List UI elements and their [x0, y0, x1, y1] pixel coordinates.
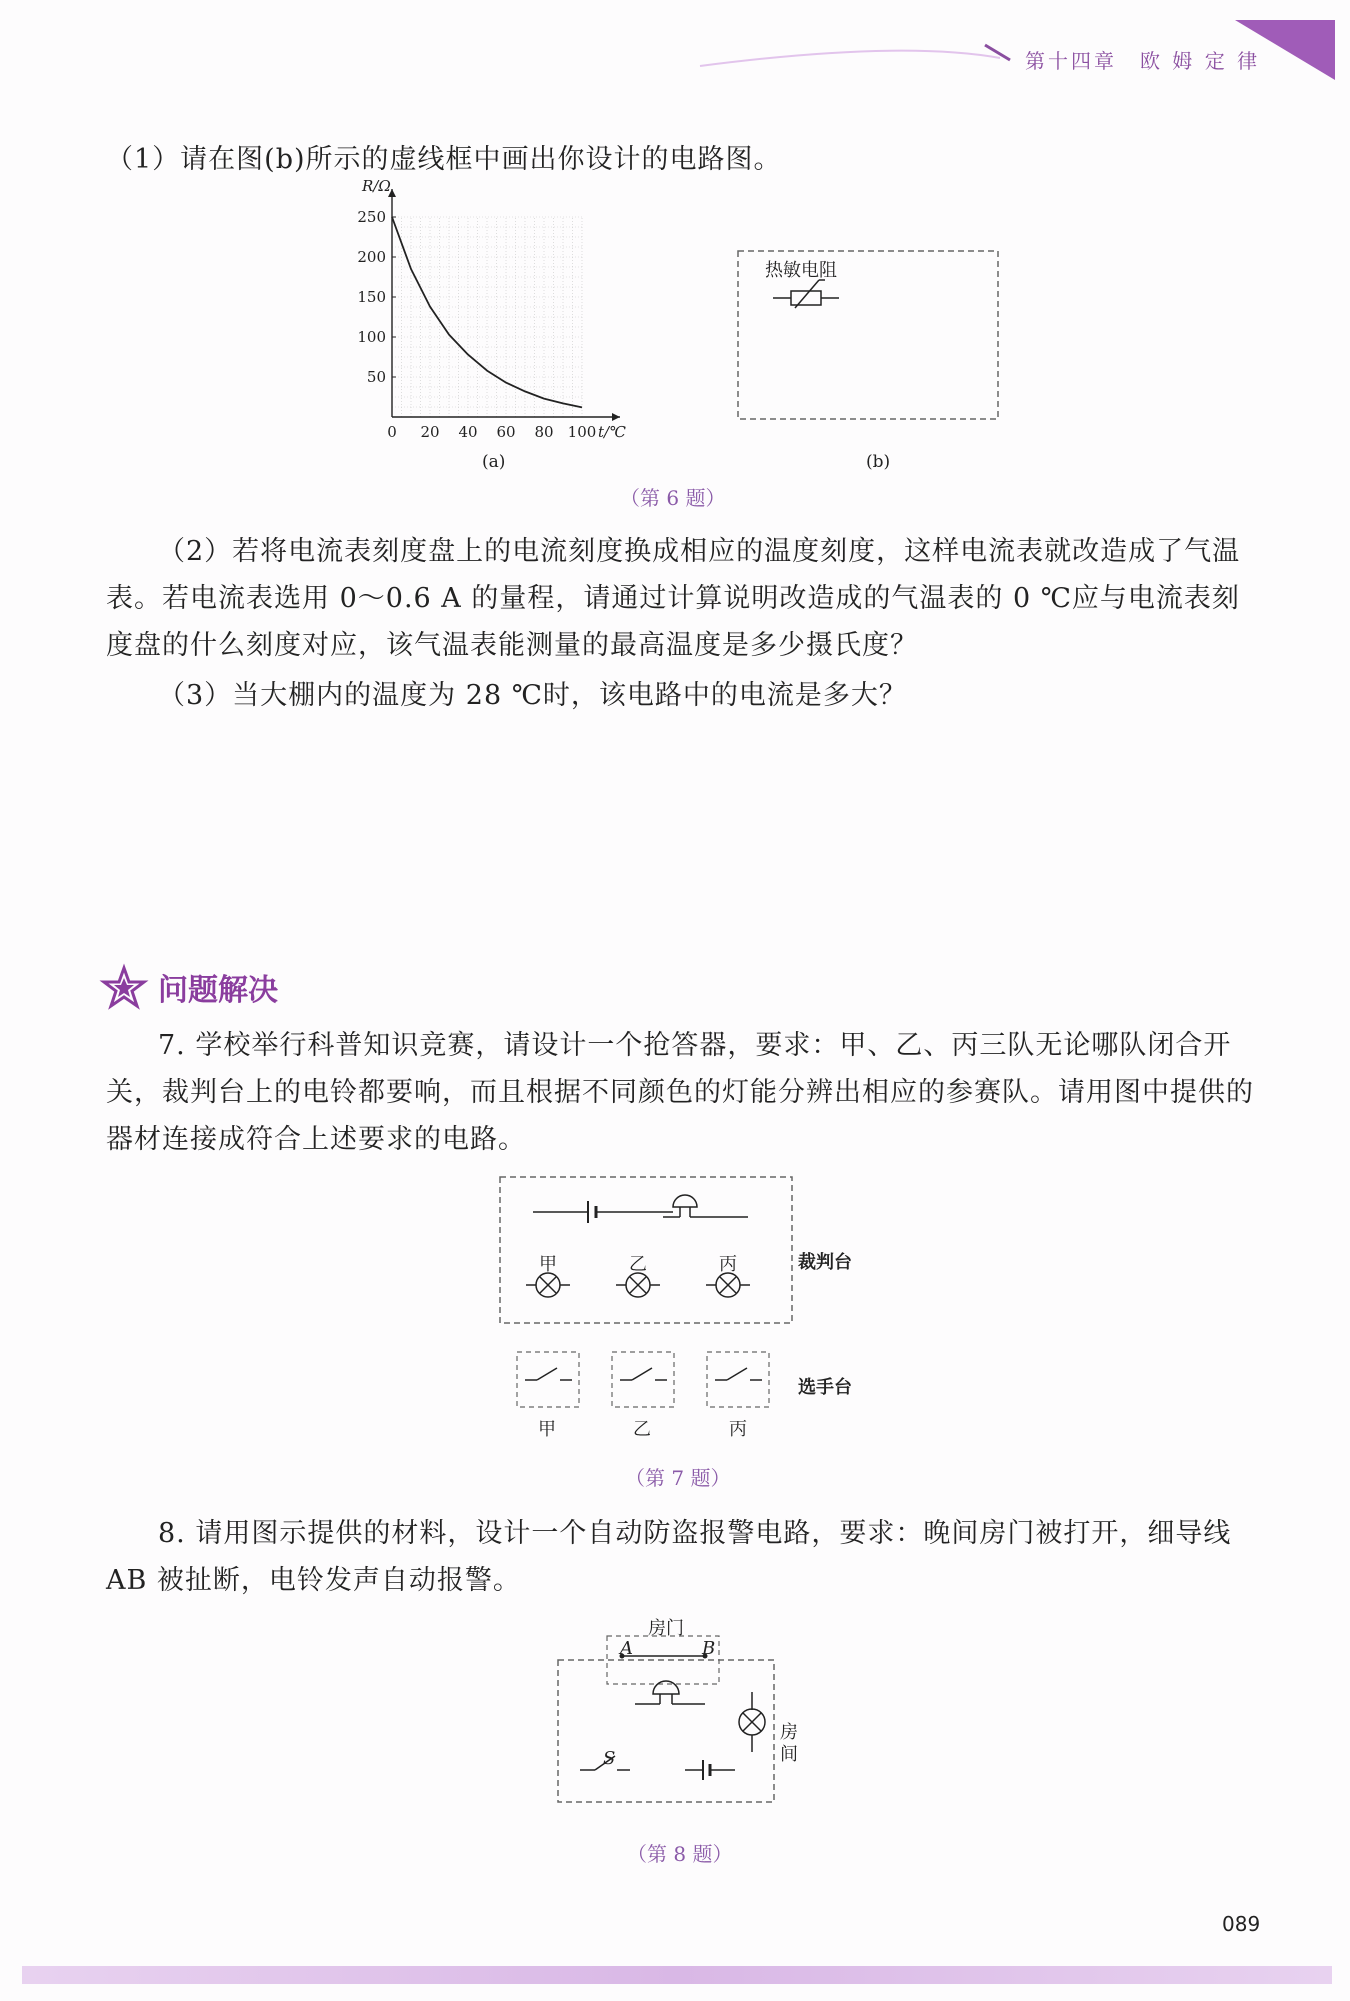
- q7-text: 7. 学校举行科普知识竞赛，请设计一个抢答器，要求：甲、乙、丙三队无论哪队闭合开关，裁判台上的电铃都要响，而且根据不同颜色的灯能分辨出相应的参赛队。请用图中提供的器材连接成符合上述要求的电路。: [106, 1030, 1254, 1155]
- switch-jia-symbol: [517, 1352, 579, 1407]
- lamp-yi-symbol: [616, 1273, 660, 1297]
- q6-part1: （1）请在图(b)所示的虚线框中画出你设计的电路图。: [106, 144, 782, 175]
- y-tick-label: 250: [357, 208, 386, 226]
- y-axis-label: R/Ω: [362, 177, 391, 195]
- q7-switches: [515, 1350, 805, 1420]
- switch-bing-symbol: [707, 1352, 769, 1407]
- q8-text: 8. 请用图示提供的材料，设计一个自动防盗报警电路，要求：晚间房门被打开，细导线 AB 被扯断，电铃发声自动报警。: [106, 1518, 1232, 1596]
- x-tick-label: 60: [496, 423, 516, 441]
- bottom-bar: [22, 1966, 1332, 1984]
- lamp-label-yi: 乙: [629, 1254, 647, 1275]
- y-tick-label: 200: [357, 248, 386, 266]
- thermistor-label: 热敏电阻: [765, 260, 837, 281]
- chapter-header: 第十四章 欧 姆 定 律: [1025, 49, 1261, 73]
- point-b-label: B: [702, 1638, 716, 1659]
- switch-s-label: S: [603, 1748, 616, 1769]
- figure-a-label: (a): [482, 452, 506, 472]
- q8-circuit: [555, 1630, 795, 1810]
- room-label-2: 间: [780, 1744, 798, 1765]
- thermistor-symbol: [773, 280, 839, 308]
- y-tick-label: 100: [357, 328, 386, 346]
- resistance-temperature-chart: [340, 177, 640, 441]
- lamp-jia-symbol: [526, 1273, 570, 1297]
- battery-symbol: [685, 1760, 735, 1780]
- point-a-label: A: [620, 1638, 633, 1659]
- switch-label-jia: 甲: [538, 1419, 556, 1440]
- room-label-1: 房: [780, 1722, 798, 1743]
- battery-symbol: [533, 1201, 673, 1223]
- q6-caption: （第 6 题）: [620, 486, 726, 510]
- star-icon: [102, 966, 146, 1010]
- q7-caption: （第 7 题）: [625, 1466, 731, 1490]
- lamp-symbol: [739, 1692, 765, 1752]
- x-tick-label: 0: [387, 423, 397, 441]
- x-tick-label: 20: [420, 423, 440, 441]
- switch-label-yi: 乙: [633, 1419, 651, 1440]
- x-axis-label: t/℃: [598, 423, 626, 441]
- bell-symbol: [663, 1195, 748, 1217]
- x-tick-label: 40: [458, 423, 478, 441]
- switch-label-bing: 丙: [729, 1419, 747, 1440]
- q6-part2: （2）若将电流表刻度盘上的电流刻度换成相应的温度刻度，这样电流表就改造成了气温表。若电流表选用 0～0.6 A 的量程，请通过计算说明改造成的气温表的 0 ℃应与电流表刻度盘的什么刻度对应，该气温表能测量的最高温度是多少摄氏度？: [106, 536, 1241, 661]
- section-title: 问题解决: [158, 973, 278, 1008]
- switch-yi-symbol: [612, 1352, 674, 1407]
- lamp-bing-symbol: [706, 1273, 750, 1297]
- x-tick-label: 80: [534, 423, 554, 441]
- judge-label: 裁判台: [798, 1252, 852, 1273]
- q6-part3: （3）当大棚内的温度为 28 ℃时，该电路中的电流是多大？: [158, 680, 907, 711]
- lamp-label-jia: 甲: [539, 1254, 557, 1275]
- lamp-label-bing: 丙: [719, 1254, 737, 1275]
- y-tick-label: 50: [366, 368, 386, 386]
- figure-b-label: (b): [866, 452, 891, 472]
- y-tick-label: 150: [357, 288, 386, 306]
- player-label: 选手台: [798, 1377, 852, 1398]
- door-label: 房门: [648, 1618, 684, 1639]
- x-tick-label: 100: [567, 423, 597, 441]
- x-axis-arrow: [612, 413, 620, 421]
- q8-caption: （第 8 题）: [627, 1842, 733, 1866]
- page-number: 089: [1222, 1912, 1261, 1936]
